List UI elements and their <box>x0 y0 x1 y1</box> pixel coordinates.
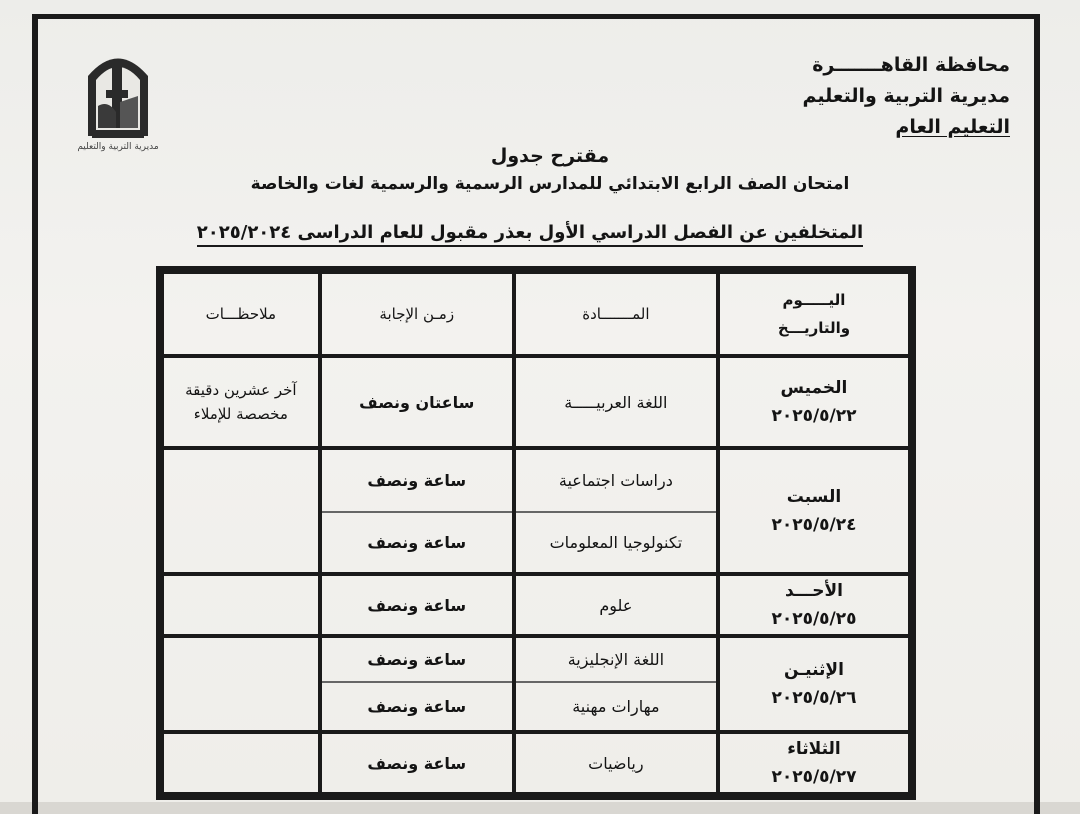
header-notes: ملاحظـــات <box>162 272 320 356</box>
directorate-name: مديرية التربية والتعليم <box>802 85 1010 107</box>
day-date-cell: الإثنيـن ٢٠٢٥/٥/٢٦ <box>718 636 910 732</box>
notes-cell: آخر عشرين دقيقة مخصصة للإملاء <box>162 356 320 448</box>
governorate-name: محافظة القاهـــــــرة <box>812 54 1010 76</box>
day-date-cell: الخميس ٢٠٢٥/٥/٢٢ <box>718 356 910 448</box>
day-date-cell: الأحـــد ٢٠٢٥/٥/٢٥ <box>718 574 910 636</box>
day-date-cell: الثلاثاء ٢٠٢٥/٥/٢٧ <box>718 732 910 794</box>
duration-cell: ساعة ونصف <box>320 448 514 512</box>
subject-cell: اللغة العربيـــــة <box>514 356 718 448</box>
duration-cell: ساعة ونصف <box>320 574 514 636</box>
subject-cell: تكنولوجيا المعلومات <box>514 512 718 574</box>
notes-cell <box>162 732 320 794</box>
notes-cell <box>162 574 320 636</box>
header-duration: زمـن الإجابة <box>320 272 514 356</box>
header-subject: المـــــــادة <box>514 272 718 356</box>
title-line-1: مقترح جدول <box>490 145 610 167</box>
table-row <box>162 574 910 636</box>
logo-caption: مديرية التربية والتعليم <box>77 142 159 152</box>
subject-cell: دراسات اجتماعية <box>514 448 718 512</box>
duration-cell: ساعتان ونصف <box>320 356 514 448</box>
duration-cell: ساعة ونصف <box>320 682 514 732</box>
duration-cell: ساعة ونصف <box>320 636 514 682</box>
table-row <box>162 448 910 512</box>
title-line-2: امتحان الصف الرابع الابتدائي للمدارس الرسمية والرسمية لغات والخاصة <box>250 174 850 194</box>
header-day-date: اليـــــوم والتاريـــخ <box>718 272 910 356</box>
subject-cell: مهارات مهنية <box>514 682 718 732</box>
issuing-authority <box>802 50 1010 143</box>
subject-cell: علوم <box>514 574 718 636</box>
duration-cell: ساعة ونصف <box>320 512 514 574</box>
notes-cell <box>162 448 320 574</box>
department-name: التعليم العام <box>895 116 1010 138</box>
day-date-cell: السبت ٢٠٢٥/٥/٢٤ <box>718 448 910 574</box>
notes-cell <box>162 636 320 732</box>
subject-cell: اللغة الإنجليزية <box>514 636 718 682</box>
table-row <box>162 732 910 794</box>
title-line-3 <box>160 222 900 243</box>
subject-cell: رياضيات <box>514 732 718 794</box>
title-line-3-text: المتخلفين عن الفصل الدراسي الأول بعذر مقبول للعام الدراسى ٢٠٢٥/٢٠٢٤ <box>197 222 863 247</box>
table-header-row <box>162 272 910 356</box>
table-row <box>162 636 910 682</box>
duration-cell: ساعة ونصف <box>320 732 514 794</box>
document-title <box>150 140 950 196</box>
exam-schedule-table <box>160 270 912 796</box>
table-row <box>162 356 910 448</box>
